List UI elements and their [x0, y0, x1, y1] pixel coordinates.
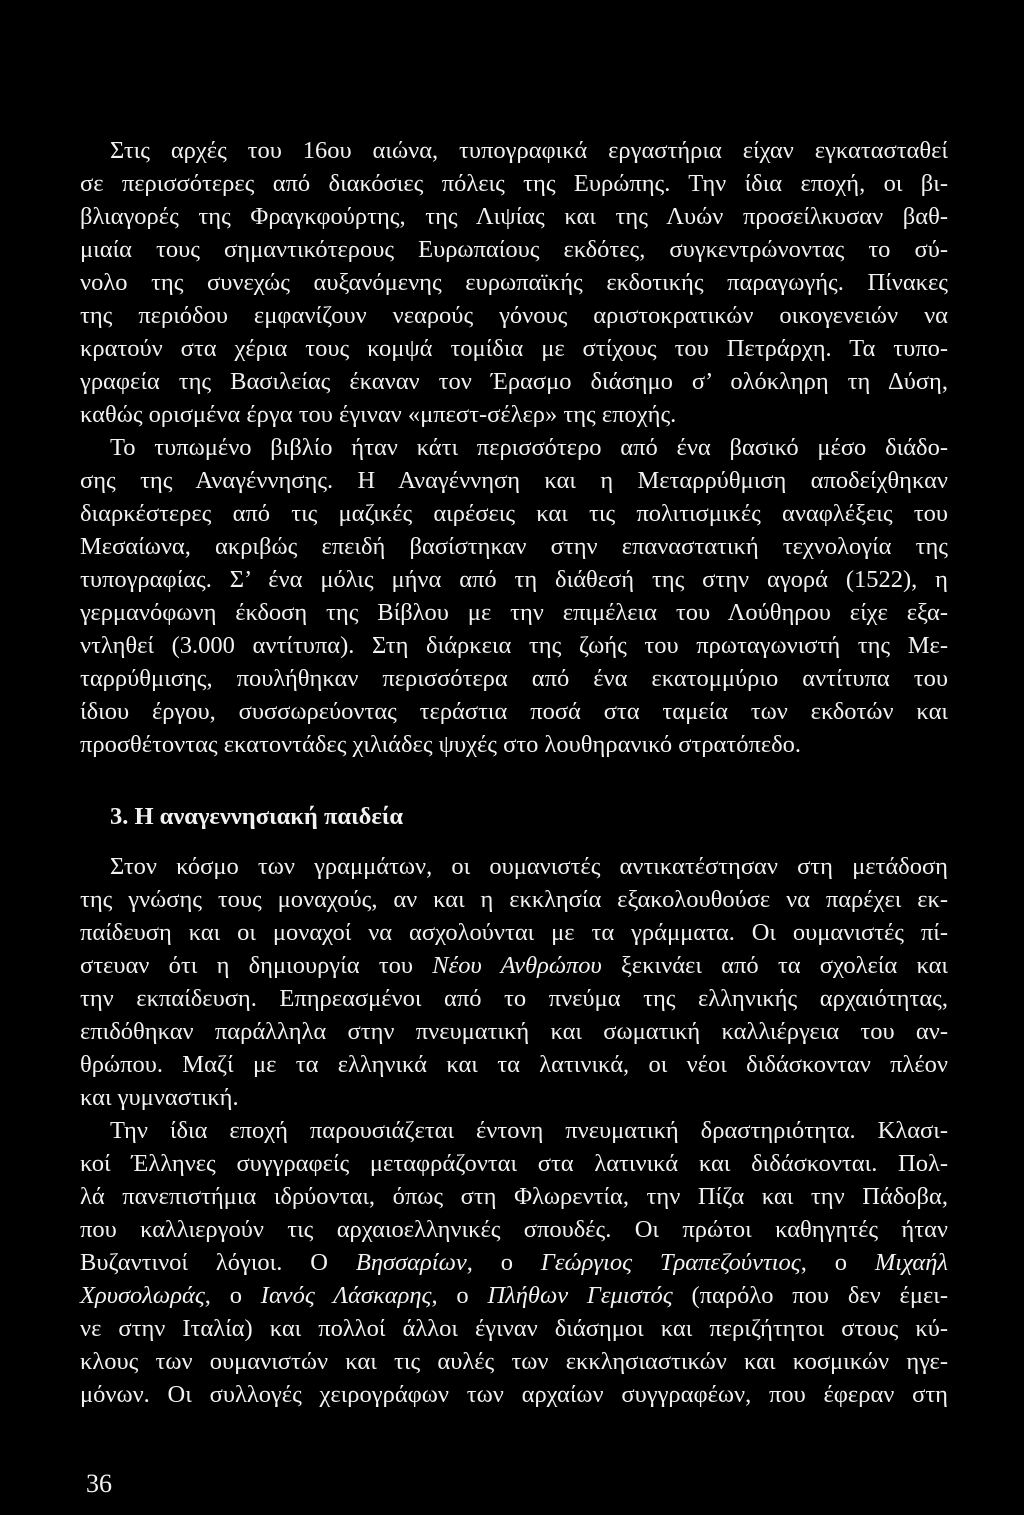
text-line: λά πανεπιστήμια ιδρύονται, όπως στη Φλωρεντία, την Πίζα και την Πάδοβα,	[80, 1183, 948, 1210]
paragraph-humanists	[80, 850, 948, 1114]
paragraph-scholars	[80, 1114, 948, 1411]
text-line: την εκπαίδευση. Επηρεασμένοι από το πνεύμα της ελληνικής αρχαιότητας,	[80, 985, 948, 1012]
text-line: σε περισσότερες από διακόσιες πόλεις της Ευρώπης. Την ίδια εποχή, οι βι-	[80, 170, 948, 197]
text-line: και γυμναστική.	[80, 1084, 239, 1111]
italic-name: Γεώργιος Τραπεζούντιος	[540, 1249, 801, 1276]
text-line: σης της Αναγέννησης. Η Αναγέννηση και η Μεταρρύθμιση αποδείχθηκαν	[80, 467, 948, 494]
italic-name: Ιανός Λάσκαρης	[260, 1282, 432, 1309]
text-line: νε στην Ιταλία) και πολλοί άλλοι έγιναν διάσημοι και περιζήτητοι στους κύ-	[80, 1315, 948, 1342]
text-line: βλιαγορές της Φραγκφούρτης, της Λιψίας και της Λυών προσείλκυσαν βαθ-	[80, 203, 948, 230]
text-line: μιαία τους σημαντικότερους Ευρωπαίους εκδότες, συγκεντρώνοντας το σύ-	[80, 236, 948, 263]
text-line: ταρρύθμισης, πουλήθηκαν περισσότερα από ένα εκατομμύριο αντίτυπα του	[80, 665, 948, 692]
text-line: Μεσαίωνα, ακριβώς επειδή βασίστηκαν στην επαναστατική τεχνολογία της	[80, 533, 948, 560]
text-segment: , ο	[800, 1249, 875, 1276]
text-line	[80, 949, 948, 982]
text-line: Το τυπωμένο βιβλίο ήταν κάτι περισσότερο από ένα βασικό μέσο διάδο-	[110, 434, 948, 461]
text-line: Την ίδια εποχή παρουσιάζεται έντονη πνευματική δραστηριότητα. Κλασι-	[110, 1117, 948, 1144]
text-segment: (παρόλο που δεν έμει-	[672, 1282, 949, 1309]
text-line: Στις αρχές του 16ου αιώνα, τυπογραφικά εργαστήρια είχαν εγκατασταθεί	[110, 137, 948, 164]
text-line: ίδιου έργου, συσσωρεύοντας τεράστια ποσά στα ταμεία των εκδοτών και	[80, 698, 948, 725]
text-segment: , ο	[431, 1282, 488, 1309]
text-line	[80, 1246, 948, 1279]
italic-term: Νέου Ανθρώπου	[432, 952, 602, 979]
section-heading: 3. Η αναγεννησιακή παιδεία	[110, 803, 404, 830]
text-line: που καλλιεργούν τις αρχαιοελληνικές σπουδές. Οι πρώτοι καθηγητές ήταν	[80, 1216, 948, 1243]
text-line: επιδόθηκαν παράλληλα στην πνευματική και σωματική καλλιέργεια του αν-	[80, 1018, 948, 1045]
paragraph-printed-book	[80, 431, 948, 761]
text-line: θρώπου. Μαζί με τα ελληνικά και τα λατινικά, οι νέοι διδάσκονταν πλέον	[80, 1051, 948, 1078]
italic-name: Πλήθων Γεμιστός	[487, 1282, 673, 1309]
paragraph-printing	[80, 134, 948, 431]
text-line	[80, 1279, 948, 1312]
text-line: γερμανόφωνη έκδοση της Βίβλου με την επιμέλεια του Λούθηρου είχε εξα-	[80, 599, 948, 626]
text-segment: Βυζαντινοί λόγιοι. Ο	[80, 1249, 356, 1276]
text-line: διαρκέστερες από τις μαζικές αιρέσεις και τις πολιτισμικές αναφλέξεις του	[80, 500, 948, 527]
italic-name: Μιχαήλ	[874, 1249, 948, 1276]
text-segment: , ο	[466, 1249, 541, 1276]
text-line: ντληθεί (3.000 αντίτυπα). Στη διάρκεια της ζωής του πρωταγωνιστή της Με-	[80, 632, 948, 659]
text-segment: στευαν ότι η δημιουργία του	[80, 952, 433, 979]
text-line: Στον κόσμο των γραμμάτων, οι ουμανιστές αντικατέστησαν στη μετάδοση	[110, 853, 948, 880]
text-line: παίδευση και οι μοναχοί να ασχολούνται με τα γράμματα. Οι ουμανιστές πί-	[80, 919, 948, 946]
text-line: νολο της συνεχώς αυξανόμενης ευρωπαϊκής εκδοτικής παραγωγής. Πίνακες	[80, 269, 948, 296]
text-line: τυπογραφίας. Σ’ ένα μόλις μήνα από τη διάθεσή της στην αγορά (1522), η	[80, 566, 948, 593]
text-block-lower	[80, 850, 948, 1411]
text-line: μόνων. Οι συλλογές χειρογράφων των αρχαίων συγγραφέων, που έφεραν στη	[80, 1381, 948, 1408]
text-line: κοί Έλληνες συγγραφείς μεταφράζονται στα λατινικά και διδάσκονται. Πολ-	[80, 1150, 948, 1177]
text-segment: ξεκινάει από τα σχολεία και	[601, 952, 949, 979]
italic-name: Βησσαρίων	[355, 1249, 467, 1276]
text-line: κλους των ουμανιστών και τις αυλές των εκκλησιαστικών και κοσμικών ηγε-	[80, 1348, 948, 1375]
text-line: καθώς ορισμένα έργα του έγιναν «μπεστ-σέλερ» της εποχής.	[80, 401, 677, 428]
page-number: 36	[86, 1469, 112, 1498]
text-line: κρατούν στα χέρια τους κομψά τομίδια με στίχους του Πετράρχη. Τα τυπο-	[80, 335, 948, 362]
text-line: της γνώσης τους μοναχούς, αν και η εκκλησία εξακολουθούσε να παρέχει εκ-	[80, 886, 948, 913]
text-line: προσθέτοντας εκατοντάδες χιλιάδες ψυχές στο λουθηρανικό στρατόπεδο.	[80, 731, 802, 758]
text-block-upper	[80, 134, 948, 761]
text-line: της περιόδου εμφανίζουν νεαρούς γόνους αριστοκρατικών οικογενειών να	[80, 302, 948, 329]
italic-name: Χρυσολωράς	[80, 1282, 205, 1309]
text-segment: , ο	[204, 1282, 261, 1309]
text-line: γραφεία της Βασιλείας έκαναν τον Έρασμο διάσημο σ’ ολόκληρη τη Δύση,	[80, 368, 948, 395]
